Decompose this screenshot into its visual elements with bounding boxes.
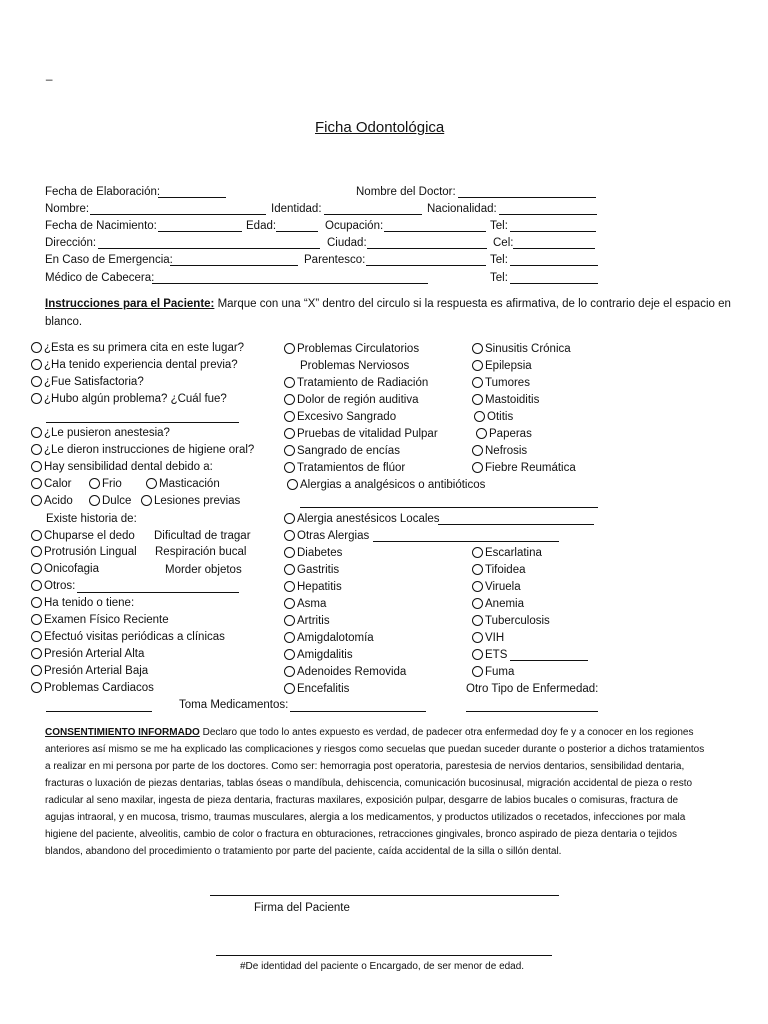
circle-icon[interactable] [89, 478, 100, 489]
circle-icon[interactable] [31, 495, 42, 506]
circle-icon[interactable] [31, 631, 42, 642]
firma-label: Firma del Paciente [254, 902, 350, 914]
nacionalidad-label: Nacionalidad: [427, 203, 497, 215]
cel-field[interactable] [513, 248, 595, 249]
instructions-text: Marque con una “X” dentro del circulo si la respuesta es afirmativa, de lo contrario deje el espacio en [217, 298, 731, 310]
option-visitas[interactable]: Efectuó visitas periódicas a clínicas [31, 630, 225, 644]
tel-label-3: Tel: [490, 272, 508, 284]
consent-line: radicular al seno maxilar, ingesta de pieza dentaria, fracturas maxilares, exposición pulpar, desgarre de labios bucales o comisuras, fractura de [45, 795, 679, 806]
circle-icon[interactable] [31, 444, 42, 455]
page-title: Ficha Odontológica [315, 119, 445, 136]
circle-icon[interactable] [31, 546, 42, 557]
consent-line: a realizar en mi persona por parte de los doctores. Como ser: hemorragia post operatoria, parestesia de nervios dentarios, sensibilidad dentaria, [45, 761, 685, 772]
circle-icon[interactable] [284, 547, 295, 558]
circle-icon[interactable] [284, 343, 295, 354]
circle-icon[interactable] [284, 530, 295, 541]
circle-icon[interactable] [89, 495, 100, 506]
option-amigdalitis[interactable]: Amigdalitis [284, 648, 353, 662]
nombre-label: Nombre: [45, 203, 90, 215]
consent-line: anteriores así mismo se me ha explicado las complicaciones y riesgos como secuelas que puedan suceder durante o posterior a dichos tratamientos [45, 744, 705, 755]
circle-icon[interactable] [31, 342, 42, 353]
option-vitalidad[interactable]: Pruebas de vitalidad Pulpar [284, 427, 438, 441]
consent-paragraph [45, 724, 722, 860]
tel-field-3[interactable] [510, 283, 598, 284]
circle-icon[interactable] [31, 478, 42, 489]
otro-tipo-field[interactable] [466, 711, 598, 712]
option-otras-alergias[interactable]: Otras Alergias [284, 529, 369, 543]
circle-icon[interactable] [472, 360, 483, 371]
circle-icon[interactable] [284, 564, 295, 575]
parentesco-field[interactable] [366, 265, 486, 266]
option-otros[interactable]: Otros: [31, 579, 75, 593]
option-ha-tenido[interactable]: Ha tenido o tiene: [31, 596, 134, 610]
emergencia-label: En Caso de Emergencia: [45, 254, 173, 266]
option-anemia[interactable]: Anemia [472, 597, 524, 611]
circle-icon[interactable] [474, 411, 485, 422]
option-higiene-oral[interactable]: ¿Le dieron instrucciones de higiene oral? [31, 443, 254, 457]
circle-icon[interactable] [472, 547, 483, 558]
option-primera-cita[interactable]: ¿Esta es su primera cita en este lugar? [31, 341, 244, 355]
emergencia-field[interactable] [170, 265, 298, 266]
header-dash: _ [46, 69, 53, 81]
circle-icon[interactable] [284, 411, 295, 422]
option-tuberculosis[interactable]: Tuberculosis [472, 614, 550, 628]
option-auditiva[interactable]: Dolor de región auditiva [284, 393, 418, 407]
option-viruela[interactable]: Viruela [472, 580, 521, 594]
edad-field[interactable] [276, 231, 318, 232]
consent-line: Declaro que todo lo antes expuesto es verdad, de padecer otra enfermedad doy fe y a conocer en los regiones [199, 727, 694, 738]
ciudad-field[interactable] [367, 248, 487, 249]
tel-field-1[interactable] [510, 231, 596, 232]
cel-label: Cel: [493, 237, 514, 249]
circle-icon[interactable] [284, 394, 295, 405]
tel-label-1: Tel: [490, 220, 508, 232]
circle-icon[interactable] [472, 377, 483, 388]
option-paperas[interactable]: Paperas [476, 427, 532, 441]
option-sensibilidad[interactable]: Hay sensibilidad dental debido a: [31, 460, 213, 474]
direccion-label: Dirección: [45, 237, 97, 249]
circle-icon[interactable] [284, 683, 295, 694]
option-epilepsia[interactable]: Epilepsia [472, 359, 532, 373]
circle-icon[interactable] [472, 666, 483, 677]
circle-icon[interactable] [284, 428, 295, 439]
option-amigdalotomia[interactable]: Amigdalotomía [284, 631, 374, 645]
option-anestesia[interactable]: ¿Le pusieron anestesia? [31, 426, 170, 440]
option-encefalitis[interactable]: Encefalitis [284, 682, 349, 696]
circle-icon[interactable] [472, 581, 483, 592]
circle-icon[interactable] [31, 580, 42, 591]
option-artritis[interactable]: Artritis [284, 614, 330, 628]
circle-icon[interactable] [476, 428, 487, 439]
option-adenoides[interactable]: Adenoides Removida [284, 665, 406, 679]
option-gastritis[interactable]: Gastritis [284, 563, 339, 577]
identidad-label: Identidad: [271, 203, 322, 215]
option-circulatorios[interactable]: Problemas Circulatorios [284, 342, 419, 356]
edad-label: Edad: [246, 220, 277, 232]
medico-cabecera-field[interactable] [152, 283, 428, 284]
instructions-label: Instrucciones para el Paciente: [45, 298, 215, 310]
option-tumores[interactable]: Tumores [472, 376, 530, 390]
option-diabetes[interactable]: Diabetes [284, 546, 342, 560]
option-examen-fisico[interactable]: Examen Físico Reciente [31, 613, 169, 627]
consent-line: agujas intraoral, y en mucosa, trismo, traumas musculares, alergia a los medicamentos, y productos utilizados o recetados, infecciones por mala [45, 812, 686, 823]
circle-icon[interactable] [31, 530, 42, 541]
ocupacion-field[interactable] [384, 231, 486, 232]
analgesicos-field[interactable] [300, 507, 598, 508]
circle-icon[interactable] [31, 597, 42, 608]
option-otitis[interactable]: Otitis [474, 410, 513, 424]
circle-icon[interactable] [284, 649, 295, 660]
circle-icon[interactable] [31, 427, 42, 438]
circle-icon[interactable] [472, 615, 483, 626]
nombre-doctor-field[interactable] [458, 197, 596, 198]
nombre-field[interactable] [90, 214, 266, 215]
nombre-doctor-label: Nombre del Doctor: [356, 186, 456, 198]
option-hepatitis[interactable]: Hepatitis [284, 580, 342, 594]
nerviosos-label: Problemas Nerviosos [300, 360, 410, 372]
consent-line: higiene del paciente, alveolitis, cambio de color o fractura en obturaciones, retracciones gingivales, bronco aspirado de pieza dentaria o tejidos [45, 829, 678, 840]
option-lesiones[interactable]: Lesiones previas [141, 494, 240, 508]
circle-icon[interactable] [472, 564, 483, 575]
option-calor[interactable]: Calor [31, 477, 71, 491]
morder-objetos-label: Morder objetos [165, 564, 242, 576]
option-ets[interactable]: ETS [472, 648, 507, 662]
respiracion-bucal-label: Respiración bucal [155, 546, 247, 558]
circle-icon[interactable] [31, 359, 42, 370]
option-fiebre[interactable]: Fiebre Reumática [472, 461, 576, 475]
option-satisfactoria[interactable]: ¿Fue Satisfactoria? [31, 375, 144, 389]
option-chuparse[interactable]: Chuparse el dedo [31, 529, 135, 543]
toma-medicamentos-label: Toma Medicamentos: [179, 699, 289, 711]
identity-line[interactable] [216, 955, 552, 956]
tel-field-2[interactable] [510, 265, 598, 266]
option-nefrosis[interactable]: Nefrosis [472, 444, 527, 458]
ets-field[interactable] [510, 660, 588, 661]
option-cardiacos[interactable]: Problemas Cardiacos [31, 681, 154, 695]
medico-cabecera-label: Médico de Cabecera: [45, 272, 155, 284]
fecha-elaboracion-label: Fecha de Elaboración: [45, 186, 161, 198]
circle-icon[interactable] [31, 614, 42, 625]
option-frio[interactable]: Frio [89, 477, 122, 491]
circle-icon[interactable] [284, 445, 295, 456]
circle-icon[interactable] [146, 478, 157, 489]
circle-icon[interactable] [284, 513, 295, 524]
option-sangrado[interactable]: Excesivo Sangrado [284, 410, 396, 424]
option-acido[interactable]: Acido [31, 494, 73, 508]
circle-icon[interactable] [472, 632, 483, 643]
fecha-elaboracion-field[interactable] [158, 197, 226, 198]
circle-icon[interactable] [472, 598, 483, 609]
circle-icon[interactable] [472, 462, 483, 473]
dificultad-tragar-label: Dificultad de tragar [154, 530, 251, 542]
circle-icon[interactable] [284, 666, 295, 677]
otros-field[interactable] [77, 592, 239, 593]
fecha-nacimiento-field[interactable] [158, 231, 242, 232]
signature-line[interactable] [210, 895, 559, 896]
option-fluor[interactable]: Tratamientos de flúor [284, 461, 405, 475]
circle-icon[interactable] [472, 649, 483, 660]
option-algun-problema[interactable]: ¿Hubo algún problema? ¿Cuál fue? [31, 392, 227, 406]
circle-icon[interactable] [284, 377, 295, 388]
circle-icon[interactable] [31, 665, 42, 676]
option-experiencia-previa[interactable]: ¿Ha tenido experiencia dental previa? [31, 358, 238, 372]
option-escarlatina[interactable]: Escarlatina [472, 546, 542, 560]
option-fuma[interactable]: Fuma [472, 665, 514, 679]
parentesco-label: Parentesco: [304, 254, 366, 266]
otro-tipo-label: Otro Tipo de Enfermedad: [466, 683, 599, 695]
ocupacion-label: Ocupación: [325, 220, 384, 232]
direccion-field[interactable] [98, 248, 320, 249]
option-tifoidea[interactable]: Tifoidea [472, 563, 526, 577]
problema-field[interactable] [46, 422, 239, 423]
circle-icon[interactable] [141, 495, 152, 506]
circle-icon[interactable] [31, 648, 42, 659]
consent-line: blandos, abandono del procedimiento o tratamiento por parte del paciente, caída accidental de la silla o sillón dental. [45, 846, 562, 857]
tel-label-2: Tel: [490, 254, 508, 266]
option-anestesicos[interactable]: Alergia anestésicos Locales [284, 512, 440, 526]
circle-icon[interactable] [284, 581, 295, 592]
option-vih[interactable]: VIH [472, 631, 504, 645]
nacionalidad-field[interactable] [499, 214, 597, 215]
instructions-text-2: blanco. [45, 316, 83, 328]
option-presion-baja[interactable]: Presión Arterial Baja [31, 664, 148, 678]
option-onicofagia[interactable]: Onicofagia [31, 562, 99, 576]
circle-icon[interactable] [472, 445, 483, 456]
circle-icon[interactable] [472, 343, 483, 354]
option-sinusitis[interactable]: Sinusitis Crónica [472, 342, 571, 356]
circle-icon[interactable] [287, 479, 298, 490]
circle-icon[interactable] [284, 462, 295, 473]
identity-note: #De identidad del paciente o Encargado, de ser menor de edad. [240, 961, 525, 972]
option-dulce[interactable]: Dulce [89, 494, 131, 508]
option-presion-alta[interactable]: Presión Arterial Alta [31, 647, 144, 661]
circle-icon[interactable] [31, 393, 42, 404]
circle-icon[interactable] [31, 376, 42, 387]
option-asma[interactable]: Asma [284, 597, 326, 611]
option-masticacion[interactable]: Masticación [146, 477, 220, 491]
option-radiacion[interactable]: Tratamiento de Radiación [284, 376, 428, 390]
circle-icon[interactable] [284, 598, 295, 609]
consent-label: CONSENTIMIENTO INFORMADO [45, 727, 200, 738]
circle-icon[interactable] [284, 615, 295, 626]
medicamentos-field[interactable] [290, 711, 426, 712]
anestesicos-field[interactable] [438, 524, 594, 525]
ciudad-label: Ciudad: [327, 237, 367, 249]
medicamentos-left-field[interactable] [46, 711, 152, 712]
fecha-nacimiento-label: Fecha de Nacimiento: [45, 220, 157, 232]
option-protrusion[interactable]: Protrusión Lingual [31, 545, 137, 559]
circle-icon[interactable] [284, 632, 295, 643]
option-encias[interactable]: Sangrado de encías [284, 444, 400, 458]
otras-alergias-field[interactable] [373, 541, 559, 542]
identidad-field[interactable] [324, 214, 422, 215]
consent-line: fracturas o luxación de piezas dentarias, tablas óseas o mandíbula, dehiscencia, comunicación bucosinusal, migración accidental de pieza o resto [45, 778, 693, 789]
circle-icon[interactable] [31, 563, 42, 574]
circle-icon[interactable] [31, 461, 42, 472]
historia-label: Existe historia de: [46, 513, 137, 525]
option-mastoiditis[interactable]: Mastoiditis [472, 393, 539, 407]
circle-icon[interactable] [472, 394, 483, 405]
circle-icon[interactable] [31, 682, 42, 693]
option-analgesicos[interactable]: Alergias a analgésicos o antibióticos [287, 478, 485, 492]
